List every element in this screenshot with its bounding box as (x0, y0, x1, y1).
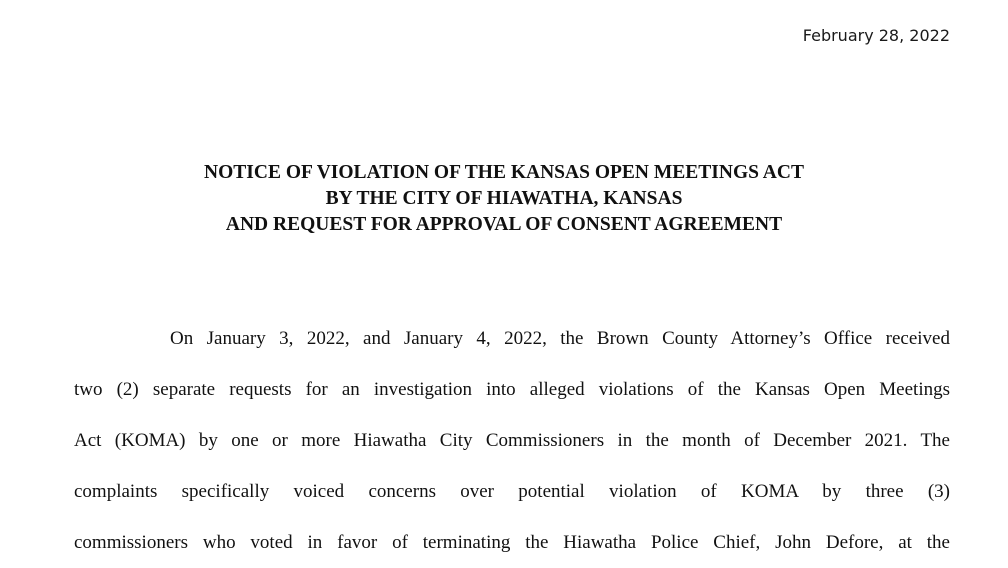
document-date: February 28, 2022 (802, 26, 950, 45)
document-title (0, 160, 1008, 238)
body-line-1: On January 3, 2022, and January 4, 2022, the Brown County Attorney’s Office received (170, 328, 950, 349)
body-line-5: commissioners who voted in favor of terminating the Hiawatha Police Chief, John Defore, at the (74, 532, 950, 553)
body-line-3: Act (KOMA) by one or more Hiawatha City Commissioners in the month of December 2021. The (74, 430, 950, 451)
body-line-4: complaints specifically voiced concerns over potential violation of KOMA by three (3) (74, 481, 950, 502)
title-line-2: BY THE CITY OF HIAWATHA, KANSAS (325, 188, 683, 209)
title-line-3: AND REQUEST FOR APPROVAL OF CONSENT AGREEMENT (225, 214, 783, 235)
document-body (74, 313, 950, 568)
body-line-2: two (2) separate requests for an investigation into alleged violations of the Kansas Open Meetings (74, 379, 950, 400)
title-line-1: NOTICE OF VIOLATION OF THE KANSAS OPEN MEETINGS ACT (204, 162, 804, 183)
